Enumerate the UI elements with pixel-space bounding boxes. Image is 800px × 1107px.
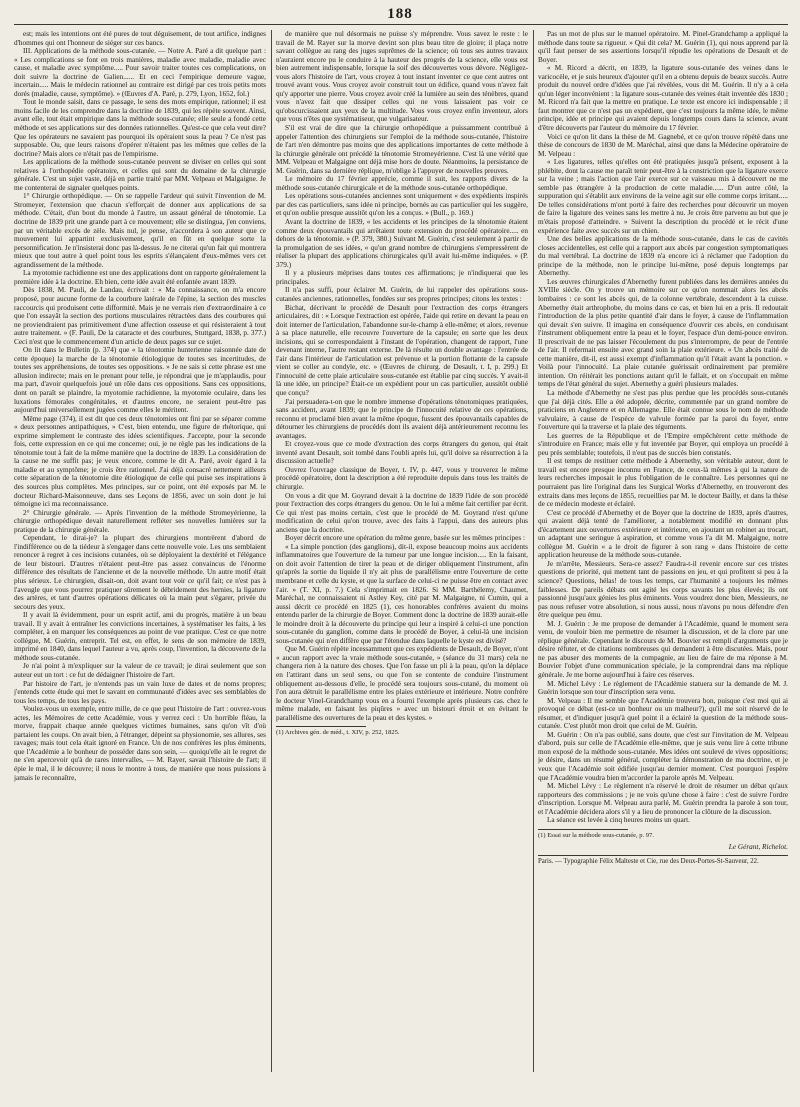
paragraph: « La simple ponction (des ganglions), dit-il, expose beaucoup moins aux accidents inflammatoires que l'ouverture de la tumeur par une longue incision..... En la faisant, on doit avoir l'attention de tirer la peau et de diriger obliquement l'instrument, afin qu'après la sortie du liquide il n'y ait plus de parallélisme entre l'ouverture de cette membrane et celle du kyste, et que la surface de celui-ci ne puisse être en contact avec l'air. » (T. XI, p. 7.) Cela s'imprimait en 1826. Si MM. Barthélemy, Chaumet, Maréchal, ne connaissaient ni Astley Key, cité par M. Malgaigne, ni Cumin, qui a aussi décrit ce procédé en 1825 (1), ces honorables confrères avaient du moins entendu parler de la chirurgie de Boyer. Comment donc la doctrine de 1839 aurait-elle le moindre droit à la découverte du principe qui leur a inspiré à celui-ci une ponction sous-cutanée du ganglion, comme dans le procédé de Boyer, à celui-là une incision sous-cutanée qui n'en diffère que par l'étendue dans laquelle le kyste est divisé?: [276, 542, 528, 645]
paragraph: J'ai persuadera-t-on que le nombre immense d'opérations ténotomiques pratiquées, sans accident, avant 1839; que le principe de l'innocuité relative de ces opérations, reconnu et proclamé bien avant la même époque, fussent des épouvantails capables de détourner les chirurgiens de procédés dont ils avaient déjà antérieurement reconnu les avantages.: [276, 397, 528, 440]
paragraph: On vous a dit que M. Goyrand devait à la doctrine de 1839 l'idée de son procédé pour l'extraction des corps étrangers du genou. On le lui a même fait certifier par écrit. Ce qui n'est pas moins certain, c'est que le procédé de M. Goyrand n'est qu'une modification de celui qu'on trouve, avec des faits à l'appui, dans des auteurs plus anciens que la doctrine.: [276, 491, 528, 534]
paragraph: « Les ligatures, telles qu'elles ont été pratiquées jusqu'à présent, exposent à la phlébite, dont la cause me paraît tenir peut-être à la constriction que la ligature exerce sur la veine ; mais l'action que l'air exerce sur ce vaisseau mis à découvert ne me semble pas étrangère à la production de cette maladie...... D'un autre côté, la suppuration qui s'établit aux environs de la veine agit sur elle comme corps irritant..... De telles considérations m'ont porté à faire des recherches pour découvrir un moyen de faire la ligature des veines sans les mettre à nu. Je crois être parvenu au but que je m'étais proposé d'atteindre. » Suivent la description du procédé et le récit d'une expérience faite avec succès sur un chien.: [538, 158, 788, 235]
imprint-rule: [538, 855, 788, 856]
paragraph: On lit dans le Bulletin (p. 374) que « la ténotomie hunterienne raisonnée date de cette époque) la marche de la ténotomie étiologique de toutes ses incertitudes, de toutes ses appréhensions, de toutes ses oppositions. » Je ne sais si cette phrase est une allusion indirecte; mais en le prenant pour telle, je répondrai que je m'applaudis, pour ma part, d'avoir quelquefois joué un rôle dans ces oppositions. Sans ces oppositions, dont on paraît se plaindre, la myotomie rachidienne, la myotomie oculaire, dans les luxations fémorales congénitales, et d'autres encore, ne seraient peut-être pas aujourd'hui universellement jugées comme elles le méritent.: [14, 346, 266, 415]
paragraph: Il est temps de restituer cette méthode à Abernethy, son véritable auteur, dont le travail est encore presque inconnu en France, de ceux-là mêmes à qui la nature de leurs recherches imposait le plus l'obligation de le connaître. Les personnes qui ne pourraient pas lire l'original dans les Surgical Works d'Abernethy, en trouveront des extraits dans mes leçons de 1855, recueillies par M. le docteur Bailly, et dans la thèse de ce médecin modeste et éclairé.: [538, 457, 788, 509]
column-middle: [276, 30, 528, 1072]
paragraph: Je m'arrête, Messieurs. Sera-ce assez? Faudra-t-il revenir encore sur ces tristes questions de priorité, qui mettent tant de passions en jeu, et qui profitent si peu à la science? Questions, hélas! de tous les temps, car l'humanité a toujours les mêmes faiblesses. De pareils débats ont agité les corps savants les plus élevés; ils ont passionné jusqu'aux génies les plus éminents. Vous voudrez donc bien, Messieurs, ne pas nous refuser votre absolution, si nous aussi, nous n'avons pu nous défendre d'en être quelque peu ému.: [538, 559, 788, 620]
paragraph: 2° Chirurgie générale. — Après l'invention de la méthode Stromeyérienne, la chirurgie orthopédique devait naturellement refléter ses nouvelles lumières sur la pratique de la chirurgie générale.: [14, 508, 266, 534]
paragraph: Les applications de la méthode sous-cutanée peuvent se diviser en celles qui sont relatives à l'orthopédie opératoire, et celles qui sont du domaine de la chirurgie générale. C'est un sujet vaste, déjà en partie traité par MM. Velpeau et Malgaigne. Je me contenterai de signaler quelques points.: [14, 158, 266, 192]
footnote: (1) Archives gén. de méd., t. XIV, p. 252, 1825.: [276, 729, 400, 737]
paragraph: Par histoire de l'art, je n'entends pas un vain luxe de dates et de noms propres; j'entends cette étude qui met le savant en communauté d'idées avec ses semblables de tous les temps, de tous les pays.: [14, 679, 266, 705]
paragraph: 1° Chirurgie orthopédique. — On se rappelle l'ardeur qui suivit l'invention de M. Stromeyer, l'extension que chacun s'efforçait de donner aux applications de sa méthode. C'était, d'un bout du monde à l'autre, un assaut général de ténotomie. La doctrine de 1839 prit une grande part à ce mouvement; elle se distingua, j'en conviens, par un véritable excès de zèle. Mais nul, je pense, n'accordera à son auteur que ce mouvement lui appartint exclusivement, qu'il en fût en quelque sorte la personnification. Je n'insisterai donc pas là-dessus. Je ne citerai qu'un fait qui montrera mieux que tout autre à quel point tous les esprits s'élançaient d'eux-mêmes vers cet agrandissement de la méthode.: [14, 192, 266, 269]
paragraph: Même page (374), il est dit que ces deux ténotomies ont fini par se séparer comme « deux personnes antipathiques, » C'est, bien entendu, une figure de rhétorique, qui exprime simplement le contraste des idées scientifiques. J'accepte, pour la seconde fois, cette expression en ce qui me concerne; oui, je ne règle pas les indications de la ténotomie tout à fait de la même manière que la doctrine de 1839. La considération de la cause ne me suffit pas; je veux encore, comme le dit A. Paré, avoir égard à la maladie et au symptôme; je crois être rationnel. J'ai déjà consacré nettement ailleurs cette séparation de la ténotomie dite étiologique de celle qui puise ses inspirations à des sources plus complètes. Mes principes, sur ce point, ont été exposés par M. le docteur Richard-Maisonneuve, dans ses Leçons de 1856, avec un soin dont je lui témoigne ici ma reconnaissance.: [14, 414, 266, 509]
paragraph: Les œuvres chirurgicales d'Abernethy furent publiées dans les dernières années du XVIIIe siècle. On y trouve un mémoire sur ce qu'on nommait alors les abcès lombaires : ce sont les abcès qui, de la colonne vertébrale, descendent à la cuisse. Abernethy était arthrophobe, du moins dans ce cas, et bien lui en a pris. Il redoutait l'introduction de la plus petite quantité d'air dans le foyer, à cause de l'inflammation qui devait s'en suivre. Il imagina en conséquence d'ouvrir ces abcès, en conduisant l'instrument obliquement entre la peau et le foyer, l'espace d'un demi-pouce environ. Il prescrivait de ne pas laisser l'écoulement du pus s'interrompre, de peur de l'entrée de l'air. Il refermait ensuite avec grand soin la plaie extérieure. « Un abcès traité de cette manière, dit-il, est aussi exempt d'inflammation qu'il l'était avant la ponction. » Voilà pour l'innocuité. La plaie cutanée guérissait ordinairement par première intention. On réitérait les ponctions autant qu'il le fallait, et on s'occupait en même temps de l'état général du sujet. Abernethy a guéri plusieurs malades.: [538, 277, 788, 389]
printer-imprint: Paris. — Typographie Félix Malteste et Cie, rue des Deux-Portes-St-Sauveur, 22.: [538, 857, 759, 865]
paragraph: M. Michel Lévy : Le règlement de l'Académie statuera sur la demande de M. J. Guérin lorsque son tour d'inscription sera venu.: [538, 679, 788, 697]
paragraph: Boyer décrit encore une opération du même genre, basée sur les mêmes principes :: [285, 534, 525, 543]
footnote-rule: [538, 829, 628, 830]
paragraph: Il y a plusieurs méprises dans toutes ces affirmations; je n'indiquerai que les principales.: [276, 269, 528, 286]
paragraph: La myotomie rachidienne est une des applications dont on rapporte généralement la première idée à la doctrine. Eh bien, cette idée avait été enfantée avant 1839.: [14, 269, 266, 286]
paragraph: M. Velpeau : Il me semble que l'Académie trouvera bon, puisque c'est moi qui ai provoqué ce débat (est-ce un bonheur ou un malheur?), qu'il me soit réservé de le résumer, et d'indiquer jusqu'à quel point il a éclairé la question de la méthode sous-cutanée. C'est plutôt mon droit que celui de M. Guérin.: [538, 696, 788, 731]
paragraph: III. Applications de la méthode sous-cutanée. — Notre A. Paré a dit quelque part : « Les complications se font en trois manières, maladie avec maladie, maladie avec cause, et maladie avec symptôme..... Pour savoir traiter toutes ces complications, on doit suivre la doctrine de Galien...... Et en ceci l'empirique demeure vague, incertain..... Mais le médecin rationnel au contraire est dirigé par ces trois petits mots dorés (maladie, cause, symptôme). » (Œuvres d'A. Paré, p. 279, Lyon, 1652, fol.): [14, 47, 266, 98]
paragraph: est; mais les intentions ont été pures de tout déguisement, de tout artifice, indignes d'hommes qui ont l'honneur de siéger sur ces bancs.: [14, 30, 266, 47]
paragraph: M. Michel Lévy : Le règlement n'a réservé le droit de résumer un débat qu'aux rapporteurs des commissions ; je ne vois qu'une chose à faire : c'est de suivre l'ordre d'inscription. Lorsque M. Velpeau aura parlé, M. Guérin prendra la parole à son tour, et l'Académie décidera alors s'il y a lieu de prononcer la clôture de la discussion.: [538, 782, 788, 816]
paragraph: Les opérations sous-cutanées anciennes sont uniquement « des expédients inspirés par des cas particuliers, sans idée ni principe, bornés au cas particulier qui les suggère, et qu'on oublie presque aussitôt qu'on les a conçus. » (Bull., p. 169.): [276, 192, 528, 218]
editor-signature: Le Gérant, Richelot.: [728, 843, 788, 852]
paragraph: Tout le monde saisit, dans ce passage, le sens des mots empirique, rationnel; il est moins facile de les comprendre dans la doctrine de 1839, qui les répète souvent. Ainsi, avant elle, tout était empirique dans la méthode sous-cutanée; elle seule a fondé cette méthode et ses applications sur des données rationnelles. Qu'est-ce que cela veut dire? Que les opérateurs ne savaient pas pourquoi ils opéraient sous la peau ? Ce n'est pas supposable. Ou, que leurs raisons d'opérer n'étaient pas les mêmes que celles de la doctrine? Mais alors ce n'était pas de l'empirisme.: [14, 98, 266, 158]
footnote-rule: [276, 726, 366, 727]
paragraph: Voici ce qu'on lit dans la thèse de M. Gagnebé, et ce qu'on trouve répété dans une thèse de concours de 1830 de M. Maréchal, ainsi que dans la Médecine opératoire de M. Velpeau :: [538, 132, 788, 158]
paragraph: M. Guérin : On n'a pas oublié, sans doute, que c'est sur l'invitation de M. Velpeau d'abord, puis sur celle de l'Académie elle-même, que je suis venu lire à cette tribune mon exposé de la méthode sous-cutanée. Mes idées ont soulevé de vives oppositions; je désire, dans un résumé général, compléter la démonstration de ma doctrine, et je veux que l'Académie soit édifiée jusqu'au dernier moment. C'est pourquoi j'espère que l'Académie voudra bien m'accorder la parole après M. Velpeau.: [538, 730, 788, 782]
paragraph: C'est ce procédé d'Abernethy et de Boyer que la doctrine de 1839, après d'autres, qui avaient déjà tenté de l'améliorer, a notablement modifié en donnant plus d'écartement aux ouvertures extérieure et intérieure, en ajoutant un robinet au trocart, un adaptant une seringue à aspiration, et comme vous l'a dit M. Malgaigne, notre collègue M. Guérin « a le droit de figurer à son rang » dans l'histoire de cette application heureuse de la méthode sous-cutanée.: [538, 508, 788, 560]
page-number: 188: [387, 6, 413, 22]
column-separator: [533, 30, 534, 1072]
paragraph: Cependant, le dirai-je? la plupart des chirurgiens montrèrent d'abord de l'indifférence ou de la tiédeur à s'engager dans cette nouvelle voie. Les uns semblaient renoncer à regret à ces incisions cutanées, où se déployaient la dextérité et l'élégance de leur bistouri. D'autres n'étaient peut-être pas assez convaincus de l'énorme différence des résultats de l'ancienne et de la nouvelle méthode. Un autre motif était plus sérieux. Le chirurgien, disait-on, doit avant tout voir ce qu'il fait; ce n'est pas à l'aveugle que vous pourrez pratiquer sûrement le débridement des hernies, la ligature des artères, et tant d'autres opérations délicates où la main peut s'égarer, privée du secours des yeux.: [14, 534, 266, 611]
paragraph: S'il est vrai de dire que la chirurgie orthopédique a puissamment contribué à appeler l'attention des chirurgiens sur l'emploi de la méthode sous-cutanée, l'histoire de l'art n'en démontre pas moins que des applications importantes de cette méthode à la chirurgie générale ont précédé la ténotomie Stromeyérienne. C'est là une vérité que MM. Velpeau et Malgaigne ont déjà mise hors de doute. Néanmoins, la persistance de M. Guérin, dans sa dernière réplique, m'oblige à l'appuyer de nouvelles preuves.: [276, 124, 528, 175]
paragraph: M. J. Guérin : Je me propose de demander à l'Académie, quand le moment sera venu, de vouloir bien me permettre de résumer la discussion, et de la clore par une réplique générale. Cependant le discours de M. Bouvier est rempli d'arguments que je désire réfuter, et de citations nombreuses qui demandent à être discutées. Mais, pour ne pas abuser des moments de la compagnie, au lieu de faire de ma réponse à M. Bouvier l'objet d'une communication spéciale, je la comprendrai dans ma réplique générale. Je me borne aujourd'hui à faire ces réserves.: [538, 619, 788, 680]
paragraph: Le mémoire du 17 février apprécie, comme il suit, les rapports divers de la méthode sous-cutanée chirurgicale et de la méthode sous-cutanée orthopédique.: [276, 175, 528, 192]
paragraph: Une des belles applications de la méthode sous-cutanée, dans le cas de cavités closes accidentelles, est celle qui a rapport aux abcès par congestion symptomatiques du mal vertébral. La doctrine de 1839 n'a encore ici à réclamer que l'adoption du principe de la méthode, non le principe lui-même, posé depuis longtemps par Abernethy.: [538, 235, 788, 278]
column-right: [538, 30, 788, 1072]
paragraph: Pas un mot de plus sur le manuel opératoire. M. Pinel-Grandchamp a appliqué la méthode dans toute sa rigueur. » Qui dit cela? M. Guérin (1), qui nous apprend par là qu'il faut penser de ses assertions lorsqu'il répudie les opérations de Desault et de Boyer.: [538, 30, 788, 64]
paragraph: Bichat, décrivant le procédé de Desault pour l'extraction des corps étrangers articulaires, dit : « Lorsque l'extraction est opérée, l'aide qui retire en devant la peau en doit interner de l'articulation, l'abandonne sur-le-champ à elle-même; et alors, revenue à sa place naturelle, elle recouvre l'ouverture de la capsule; en sorte que les deux incisions, qui se correspondaient à l'instant de l'opération, changent de rapport, l'une devenant interne, l'autre restant externe. De là résulte un double avantage : l'entrée de l'air dans l'intérieur de l'articulation est prévenue et la portion flottante de la capsule vient se coller au condyle, etc. » (Œuvres de chirurg. de Desault, t. I, p. 299.) Et l'innocuité de cette plaie articulaire sous-cutanée est établie par cinq succès. Y avait-il là une idée, un principe? Était-ce un expédient pour un cas particulier, aussitôt oublié que conçu?: [276, 303, 528, 397]
paragraph: Ouvrez l'ouvrage classique de Boyer, t. IV, p. 447, vous y trouverez le même procédé opératoire, dont la description a été reproduite depuis dans tous les traités de chirurgie.: [276, 465, 528, 491]
paragraph: « M. Ricord a décrit, en 1839, la ligature sous-cutanée des veines dans le varicocèle, et je suis heureux d'ajouter qu'il en a obtenu depuis de beaux succès. Autre produit du nouvel ordre d'idées que j'ai révélées, vous dit M. Guérin. Il n'y a à cela qu'un léger inconvénient : la ligature sous-cutanée des veines était inventée dès 1830 ; M. Ricord n'a fait que la mettre en pratique. Le texte est encore ici indispensable ; il faut montrer que ce n'est pas un expédient, que c'est toujours la même idée, le même principe, idée et principe qui avaient depuis longtemps cours dans la science, avant d'être découverts par l'auteur du mémoire du 17 février.: [538, 64, 788, 133]
paragraph: Que M. Guérin répète incessamment que ces expédients de Desault, de Boyer, n'ont « aucun rapport avec la vraie méthode sous-cutanée, » (séance du 31 mars) cela ne changera rien à la nature des choses. Que l'on fasse un pli à la peau, qu'on la déplace en l'attirant dans un seul sens, ou que l'on se contente de conduire l'instrument obliquement au-dessous d'elle, le procédé sera toujours sous-cutané, du moment où l'on aura détruit le parallélisme entre les plaies extérieure et intérieure. Notre confrère le docteur Vinel-Grandchamp vous en a fourni l'exemple après plusieurs cas. chez le même malade, en faisant les piqûres » avec un bistouri étroit et en évitant le parallélisme des ouvertures de la peau et des kystes. »: [276, 645, 528, 722]
column-separator: [271, 30, 272, 1072]
paragraph: Dès 1838, M. Pauli, de Landau, écrivait : « Ma connaissance, on m'a encore proposé, pour aucune forme de la courbure latérale de l'épine, la section des muscles raccourcis qui produisent cette difformité. Mais je ne verrais rien d'extraordinaire à ce que l'on essayât la section des portions musculaires rétractées dans des courbures qui ne proviendraient pas primitivement d'une affection osseuse et qui résisteraient à tout autre traitement. » (F. Pauli, De la cataracte et des courbures, Stuttgard, 1838, p. 377.) Ceci n'est que le commencement d'un article de deux pages sur ce sujet.: [14, 286, 266, 346]
paragraph: Et croyez-vous que ce mode d'extraction des corps étrangers du genou, qui était inventé avant Desault, soit tombé dans l'oubli après lui, qu'il doive sa résurrection à la discussion actuelle?: [276, 440, 528, 466]
paragraph: de manière que nul désormais ne puisse s'y méprendre. Vous savez le reste : le travail de M. Rayer sur la morve devint son plus beau titre de gloire; il plaça notre savant collègue au rang des juges suprêmes de la science; où tous ses autres travaux n'auraient encore pu le conduire à la hauteur des progrès de la science, elle vous est bien autrement indispensable, lorsque la soif des découvertes vous dévore. Négligez-vous alors l'histoire de l'art, vous croyez à tout instant inventer ce que cent autres ont trouvé avant vous. Vous croyez avoir construit tout un édifice, quand vous n'avez fait qu'y apporter une pierre. Vous croyez avoir créé la lumière au sein des ténèbres, quand vous n'avez fait que dissiper celles qui ne vous laissaient pas voir ce qu'obscurcissaient aux yeux de la multitude. Vous vous croyez enfin inventeur, alors que vous n'êtes que systématiseur, que vulgarisateur.: [276, 30, 528, 124]
footnote: (1) Essai sur la méthode sous-cutanée, p. 97.: [538, 831, 654, 839]
paragraph: Voulez-vous un exemple, entre mille, de ce que peut l'histoire de l'art : ouvrez-vous actes, les Mémoires de cette Académie, vous y verrez ceci : Un horrible fléau, la morve, frappait chaque année quelques victimes humaines, sans qu'on vît d'où partaient les coups. On avait bien, à l'étranger, dépeint sa physionomie, ses allures, ses ravages; mais tout cela était ignoré en France. Un de nos confrères les plus éminents, que l'Académie a le bonheur de posséder dans son sein, — quoiqu'elle ait le regret de ne s'en apercevoir qu'à de rares intervalles, — M. Rayer, savait l'histoire de l'art; il épie le mal, il le découvre; il nous le montre à tous, de manière que nous puissions à jamais le reconnaître,: [14, 705, 266, 782]
paragraph: La séance est levée à cinq heures moins un quart.: [547, 816, 690, 825]
paragraph: Les guerres de la République et de l'Empire empêchèrent cette méthode de s'introduire en France; mais elle y fut inventée par Boyer, qui employa un procédé à peu près semblable; toutefois, il n'eut pas de succès bien constatés.: [538, 431, 788, 457]
paragraph: Je n'ai point à m'expliquer sur la valeur de ce travail; je dirai seulement que son auteur eut un tort : ce fut de dédaigner l'histoire de l'art.: [14, 662, 266, 680]
paragraph: Il n'a pas suffi, pour éclairer M. Guérin, de lui rappeler des opérations sous-cutanées anciennes, rationnelles, fondées sur ses propres principes; citons les textes :: [276, 286, 528, 303]
paragraph: Avant la doctrine de 1839, « les accidents et les principes de la ténotomie étaient comme deux épouvantails qui arrêtaient toute extension du procédé opératoire..... en dehors de la ténotomie. » (P. 379, 380.) Suivant M. Guérin, c'est seulement à partir de la promulgation de ses idées, « qu'un grand nombre de chirurgiens s'empressèrent de réaliser la plupart des applications chirurgicales qu'il avait lui-même indiquées. » (P. 379.): [276, 218, 528, 269]
paragraph: Il y avait là évidemment, pour un esprit actif, ami du progrès, matière à un beau travail. Il y avait à entraîner les convictions incertaines, à systématiser les faits, à les compléter, à en marquer les conséquences au point de vue pratique. C'est ce que notre collègue, M. Guérin, entreprit. Tel est, en effet, le sens de son mémoire de 1839, imprimé en 1840, dans lequel l'auteur a vu, après coup, l'invention, la découverte de la méthode sous-cutanée.: [14, 611, 266, 662]
header-rule: [14, 24, 788, 25]
paragraph: La méthode d'Abernethy ne s'est pas plus perdue que les procédés sous-cutanés que j'ai déjà cités. Elle a été adoptée, décrite, commentée par un grand nombre de praticiens en Angleterre et en Allemagne. Elle était connue sous le nom de méthode valvulaire, à cause de l'espèce de valvule formée par la paroi du foyer, entre l'ouverture qui la traverse et la plaie des téguments.: [538, 388, 788, 432]
column-left: [14, 30, 266, 1072]
